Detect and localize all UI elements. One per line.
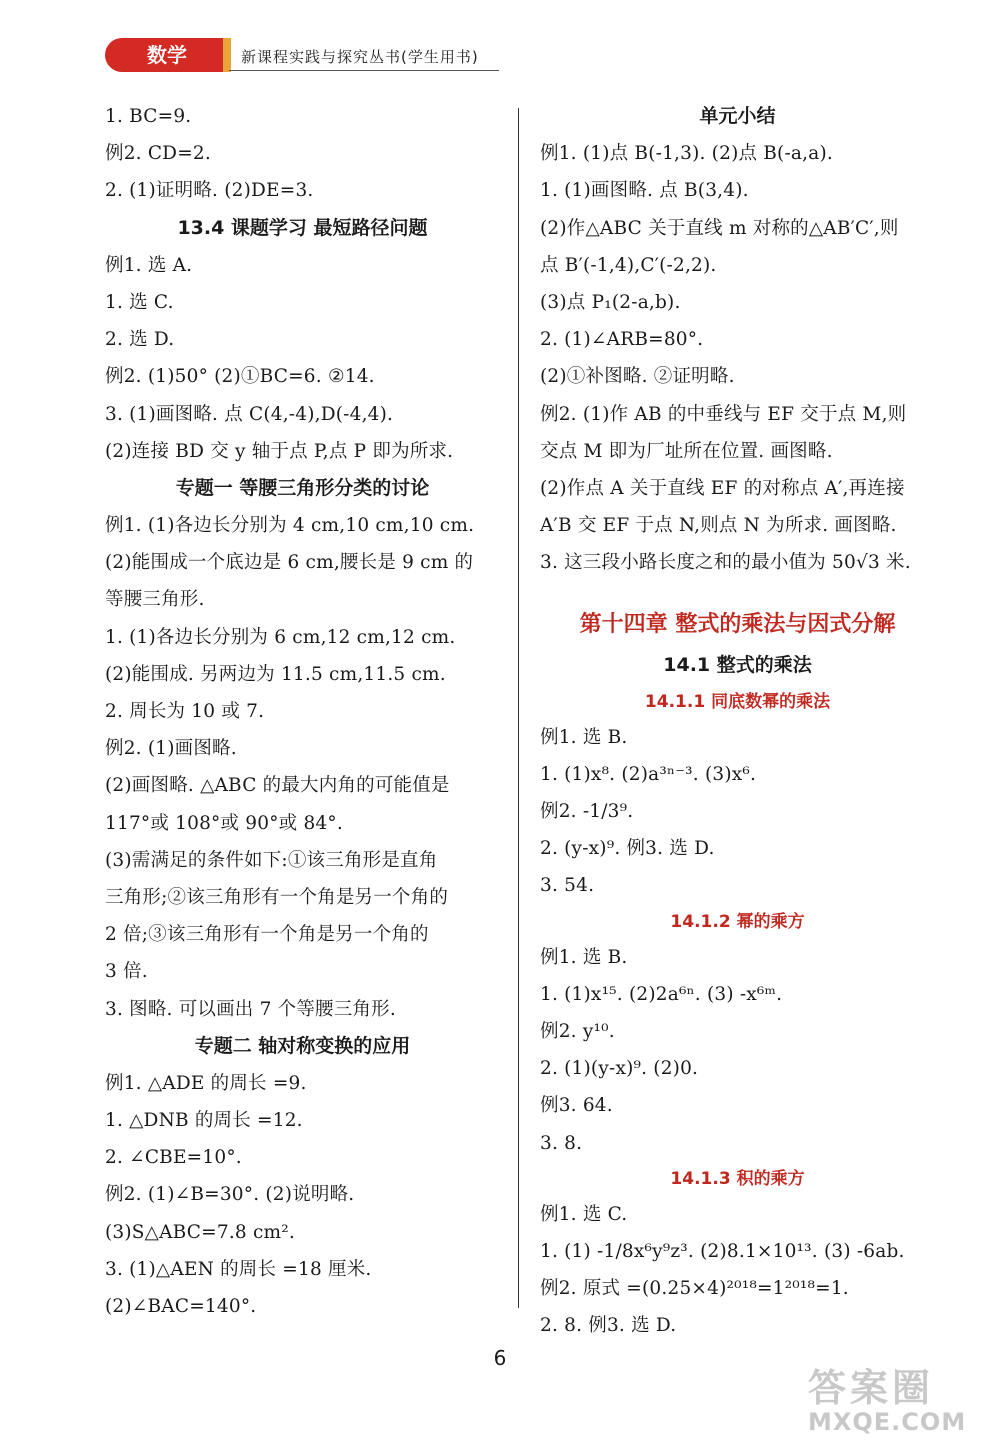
chapter-heading: 第十四章 整式的乘法与因式分解 xyxy=(579,612,896,638)
answer-line: 2. (1)证明略. (2)DE=3. xyxy=(105,180,314,202)
answer-line: 1. △DNB 的周长 =12. xyxy=(105,1110,303,1132)
answer-line: 1. 选 C. xyxy=(105,291,174,313)
series-title: 新课程实践与探究丛书(学生用书) xyxy=(241,48,479,66)
answer-line: (2)画图略. △ABC 的最大内角的可能值是 xyxy=(105,775,450,797)
section-heading: 13.4 课题学习 最短路径问题 xyxy=(177,216,428,239)
answer-line: (3)需满足的条件如下:①该三角形是直角 xyxy=(105,849,438,871)
answer-line: 等腰三角形. xyxy=(105,589,205,611)
answer-line: 2. (y-x)⁹. 例3. 选 D. xyxy=(540,838,715,860)
answer-line: 例1. (1)各边长分别为 4 cm,10 cm,10 cm. xyxy=(105,515,475,537)
badge-stripe xyxy=(223,38,231,72)
answer-line: 2. (1)∠ARB=80°. xyxy=(540,329,704,351)
answer-line: 例2. (1)画图略. xyxy=(105,738,237,760)
answer-line: 例3. 64. xyxy=(540,1095,613,1117)
answer-line: 1. (1)各边长分别为 6 cm,12 cm,12 cm. xyxy=(105,626,456,648)
subsection-heading: 14.1.3 积的乘方 xyxy=(670,1168,805,1189)
answer-line: 例2. (1)∠B=30°. (2)说明略. xyxy=(105,1184,355,1206)
answer-line: 2 倍;③该三角形有一个角是另一个角的 xyxy=(105,924,429,946)
page-header xyxy=(105,38,485,74)
answer-line: 例2. 原式 =(0.25×4)²⁰¹⁸=1²⁰¹⁸=1. xyxy=(540,1278,849,1300)
answer-line: 1. (1)画图略. 点 B(3,4). xyxy=(540,180,749,202)
answer-line: 3. 图略. 可以画出 7 个等腰三角形. xyxy=(105,998,396,1020)
spacer xyxy=(540,581,935,595)
answer-line: 例1. 选 A. xyxy=(105,254,193,276)
watermark-bottom: MXQE.COM xyxy=(808,1408,967,1436)
answer-line: A′B 交 EF 于点 N,则点 N 为所求. 画图略. xyxy=(540,515,897,537)
answer-line: (2)∠BAC=140°. xyxy=(105,1296,257,1317)
answer-line: 3. 8. xyxy=(540,1132,583,1154)
watermark-logo xyxy=(808,1368,988,1442)
answer-line: 点 B′(-1,4),C′(-2,2). xyxy=(540,254,717,276)
page-number: 6 xyxy=(493,1346,507,1370)
answer-line: 3 倍. xyxy=(105,961,148,983)
answer-line: 3. (1)画图略. 点 C(4,-4),D(-4,4). xyxy=(105,403,394,425)
answer-line: (3)点 P₁(2-a,b). xyxy=(540,291,681,313)
answer-line: 2. 8. 例3. 选 D. xyxy=(540,1315,677,1337)
answer-line: (2)连接 BD 交 y 轴于点 P,点 P 即为所求. xyxy=(105,440,454,462)
answer-line: 2. 选 D. xyxy=(105,329,175,351)
answer-line: (3)S△ABC=7.8 cm². xyxy=(105,1221,295,1243)
answer-line: 例2. (1)作 AB 的中垂线与 EF 交于点 M,则 xyxy=(540,403,907,425)
answer-line: 3. 54. xyxy=(540,875,595,897)
answer-line: 例2. (1)50° (2)①BC=6. ②14. xyxy=(105,366,375,388)
answer-line: 例1. 选 B. xyxy=(540,946,628,968)
answer-line: 1. BC=9. xyxy=(105,106,192,127)
header-rule xyxy=(229,70,499,71)
answer-line: (2)①补图略. ②证明略. xyxy=(540,366,735,388)
answer-line: 117°或 108°或 90°或 84°. xyxy=(105,812,343,834)
answer-line: 2. 周长为 10 或 7. xyxy=(105,701,265,722)
answer-line: 例2. CD=2. xyxy=(105,143,211,165)
subsection-heading: 14.1.2 幂的乘方 xyxy=(670,911,805,932)
subsection-heading: 14.1.1 同底数幂的乘法 xyxy=(644,691,831,712)
answer-line: 例1. (1)点 B(-1,3). (2)点 B(-a,a). xyxy=(540,143,833,165)
answer-line: 3. (1)△AEN 的周长 =18 厘米. xyxy=(105,1258,372,1280)
answer-line: (2)作点 A 关于直线 EF 的对称点 A′,再连接 xyxy=(540,477,905,499)
section-heading: 单元小结 xyxy=(699,105,776,127)
answer-line: 例1. 选 B. xyxy=(540,726,628,748)
answer-line: 1. (1)x⁸. (2)a³ⁿ⁻³. (3)x⁶. xyxy=(540,763,757,785)
answer-line: 例1. △ADE 的周长 =9. xyxy=(105,1072,307,1094)
answer-line: 3. 这三段小路长度之和的最小值为 50√3 米. xyxy=(540,552,911,574)
answer-line: 例1. 选 C. xyxy=(540,1203,628,1225)
answer-line: (2)能围成. 另两边为 11.5 cm,11.5 cm. xyxy=(105,663,446,685)
section-heading: 专题二 轴对称变换的应用 xyxy=(194,1034,411,1057)
answer-line: 1. (1) -1/8x⁶y⁹z³. (2)8.1×10¹³. (3) -6ab. xyxy=(540,1240,905,1262)
answer-line: 1. (1)x¹⁵. (2)2a⁶ⁿ. (3) -x⁶ᵐ. xyxy=(540,983,783,1005)
subject-badge: 数学 xyxy=(105,38,229,72)
column-divider xyxy=(518,108,519,1308)
watermark-top: 答案圈 xyxy=(808,1366,935,1410)
answer-line: 2. (1)(y-x)⁹. (2)0. xyxy=(540,1058,699,1080)
answer-line: 三角形;②该三角形有一个角是另一个角的 xyxy=(105,886,449,908)
section-heading: 14.1 整式的乘法 xyxy=(663,654,812,677)
answer-line: (2)作△ABC 关于直线 m 对称的△AB′C′,则 xyxy=(540,217,899,239)
left-column xyxy=(105,98,500,1325)
answer-line: (2)能围成一个底边是 6 cm,腰长是 9 cm 的 xyxy=(105,552,474,574)
answer-line: 2. ∠CBE=10°. xyxy=(105,1147,242,1169)
right-column xyxy=(540,98,935,1344)
section-heading: 专题一 等腰三角形分类的讨论 xyxy=(175,476,430,499)
answer-line: 例2. y¹⁰. xyxy=(540,1020,615,1042)
answer-line: 交点 M 即为厂址所在位置. 画图略. xyxy=(540,440,833,462)
answer-line: 例2. -1/3⁹. xyxy=(540,801,634,822)
